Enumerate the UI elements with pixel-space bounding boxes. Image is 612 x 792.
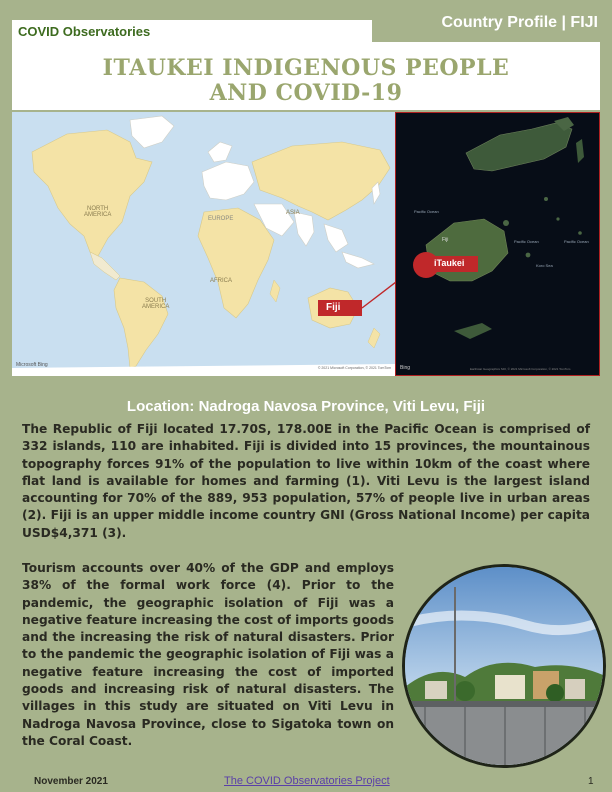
world-map-graphic: [12, 112, 395, 376]
label-pacific-ocean-2: Pacific Ocean: [514, 239, 539, 244]
covid-observatories-project-link[interactable]: The COVID Observatories Project: [224, 775, 390, 787]
location-heading: Location: Nadroga Navosa Province, Viti Levu, Fiji: [126, 398, 486, 415]
fiji-satellite-map: [395, 112, 600, 376]
title-box: [12, 42, 600, 110]
title-line-2: AND COVID-19: [209, 80, 403, 106]
page-title: [12, 56, 600, 106]
label-pacific-ocean-3: Pacific Ocean: [564, 239, 589, 244]
page-number: 1: [588, 776, 594, 787]
label-africa: AFRICA: [210, 278, 233, 284]
photo-graphic: [405, 567, 603, 765]
header-tab-label: COVID Observatories: [18, 24, 151, 39]
label-pacific-ocean-1: Pacific Ocean: [414, 209, 439, 214]
label-fiji-sat: Fiji: [442, 237, 449, 243]
label-itaukei: iTaukei: [434, 258, 465, 268]
microsoft-bing-logo: Microsoft Bing: [16, 362, 48, 368]
fiji-map-copyright: Earthstar Geographics SIO, © 2021 Microsoft Corporation, © 2021 TomTom: [470, 367, 571, 371]
label-fiji-world: Fiji: [326, 302, 341, 313]
paragraph-tourism: Tourism accounts over 40% of the GDP and employs 38% of the formal work force (4). Prior to the pandemic, the geographic isolation of Fiji was a negative feature increasing the cost of imports goods and the increasing the risk of natural disasters. Prior to the pandemic the geographic isolation of Fiji was a negative feature increasing the cost of imported goods and increasing risk of natural disasters. The villages in this study are situated on Viti Levu in Nadroga Navosa Province, close to Sigatoka town on the Coral Coast.: [22, 561, 394, 748]
country-profile-label: Country Profile | FIJI: [441, 14, 598, 31]
sigatoka-photo: [402, 564, 606, 768]
world-map-copyright: © 2021 Microsoft Corporation, © 2021 TomTom: [317, 366, 391, 370]
label-south-america: SOUTH AMERICA: [142, 298, 170, 310]
label-north-america: NORTH AMERICA: [84, 206, 112, 218]
header-tab: [12, 20, 372, 42]
world-map: [12, 112, 395, 376]
title-line-1: ITAUKEI INDIGENOUS PEOPLE: [102, 55, 510, 81]
paragraph-overview: The Republic of Fiji located 17.70S, 178.00E in the Pacific Ocean is comprised of 332 islands, 110 are inhabited. Fiji is divided into 15 provinces, the mountainous topography forces 91% of the population to live within 10km of the coast where flat land is available for homes and farming (1). Viti Levu is the largest island accounting for 70% of the 889, 953 population, 57% of people live in urban areas (2). Fiji is an upper middle income country GNI (Gross National Income) per capita USD$4,371 (3).: [22, 422, 590, 540]
label-koro-sea: Koro Sea: [536, 263, 553, 268]
footer-date: November 2021: [34, 776, 108, 787]
label-europe: EUROPE: [208, 216, 234, 222]
fiji-map-graphic: [396, 113, 600, 376]
bing-logo: Bing: [400, 365, 411, 371]
label-asia: ASIA: [286, 210, 300, 216]
